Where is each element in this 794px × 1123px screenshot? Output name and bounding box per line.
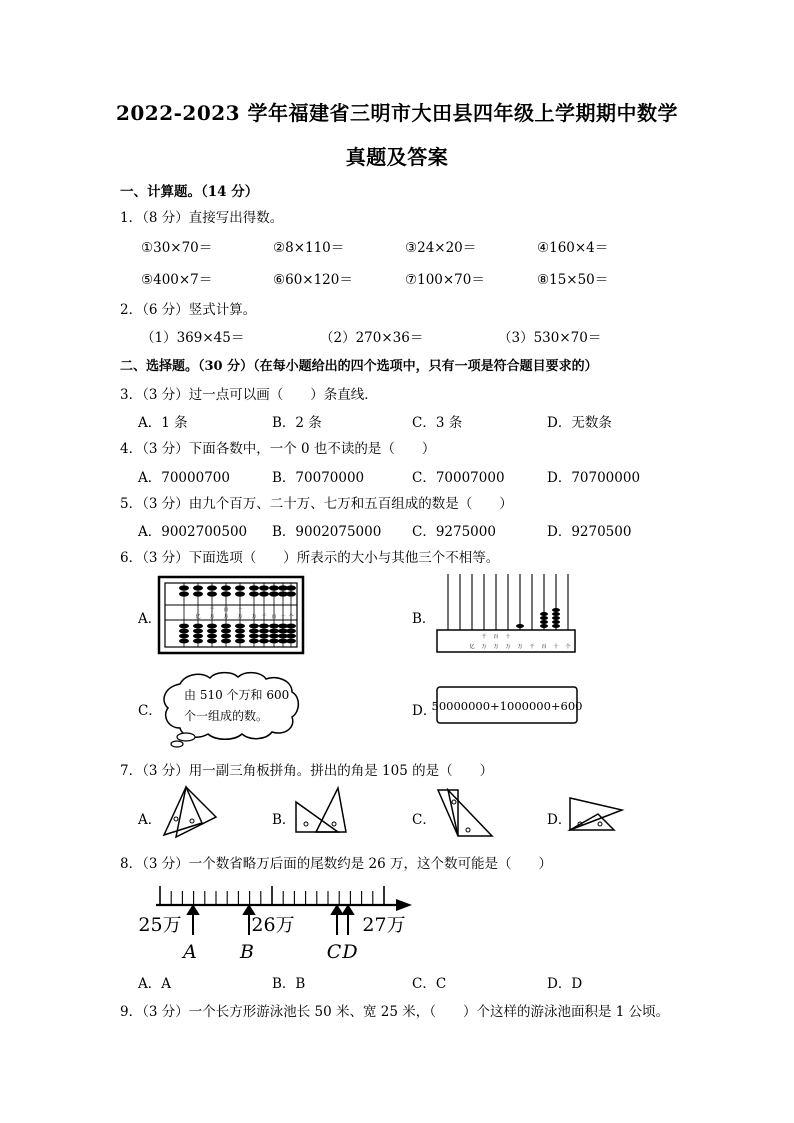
abacus-bead xyxy=(259,624,269,629)
question-8-stem: 8．（3 分）一个数省略万后面的尾数约是 26 万，这个数可能是（ ） xyxy=(120,856,552,872)
abacus-bead xyxy=(286,585,296,590)
abacus-bead xyxy=(286,639,296,644)
q5-option: C．9275000 xyxy=(412,524,496,540)
abacus-bead xyxy=(193,639,203,644)
q5-option: D．9270500 xyxy=(547,524,632,540)
abacus-bead xyxy=(249,624,259,629)
counter-place-label: 千 xyxy=(481,634,487,640)
set-square-figure-c xyxy=(434,788,494,840)
q7-label-c: C． xyxy=(412,812,436,828)
abacus-bead xyxy=(269,634,279,639)
abacus-bead xyxy=(235,585,245,590)
counter-bead xyxy=(552,620,560,624)
abacus-bead xyxy=(207,629,217,634)
arrow-label-a: A xyxy=(183,941,197,963)
arrow-label-d: D xyxy=(342,941,358,963)
abacus-bead xyxy=(221,629,231,634)
counter-bead xyxy=(552,608,560,612)
abacus-bead xyxy=(259,629,269,634)
abacus-bead xyxy=(179,639,189,644)
abacus-bead xyxy=(193,634,203,639)
abacus-bead xyxy=(286,629,296,634)
abacus-bead xyxy=(259,585,269,590)
question-2-stem: 2．（6 分）竖式计算。 xyxy=(120,302,257,318)
q4-option: A．70000700 xyxy=(138,470,230,486)
q1-item: ①30×70＝ xyxy=(141,240,213,256)
q3-option: B．2 条 xyxy=(272,415,322,431)
abacus-place-label: 十 xyxy=(237,607,243,613)
set-square-figure-a xyxy=(158,785,218,847)
q1-item: ⑧15×50＝ xyxy=(537,272,609,288)
q7-label-d: D． xyxy=(547,812,572,828)
arrow-label-b: B xyxy=(240,941,254,963)
abacus-bead xyxy=(193,629,203,634)
set-square-figure-d xyxy=(568,796,624,836)
abacus-place-label: 个 xyxy=(288,614,294,620)
counter-place-label: 个 xyxy=(565,644,571,650)
abacus-bead xyxy=(259,591,269,596)
number-line-figure xyxy=(138,878,418,962)
abacus-place-label: 千 xyxy=(261,614,267,620)
counter-place-label: 百 xyxy=(493,634,499,640)
abacus-bead xyxy=(179,629,189,634)
counter-bead xyxy=(540,616,548,620)
abacus-bead xyxy=(259,639,269,644)
counter-place-label: 万 xyxy=(481,644,487,650)
q8-option: C．C xyxy=(412,976,447,992)
counter-bead xyxy=(540,620,548,624)
abacus-bead xyxy=(235,634,245,639)
abacus-bead xyxy=(193,624,203,629)
counter-place-label: 亿 xyxy=(469,644,475,650)
question-1-stem: 1．（8 分）直接写出得数。 xyxy=(120,210,284,226)
abacus-bead xyxy=(249,591,259,596)
q4-option: D．70700000 xyxy=(547,470,641,486)
abacus-bead xyxy=(269,629,279,634)
abacus-bead xyxy=(286,624,296,629)
q5-option: B．9002075000 xyxy=(272,524,382,540)
abacus-bead xyxy=(221,639,231,644)
q6-label-b: B． xyxy=(412,611,436,627)
q7-label-a: A． xyxy=(138,812,162,828)
abacus-bead xyxy=(269,639,279,644)
abacus-bead xyxy=(269,591,279,596)
abacus-place-label: 百 xyxy=(271,614,277,620)
q4-option: C．70007000 xyxy=(412,470,505,486)
abacus-bead xyxy=(207,591,217,596)
abacus-bead xyxy=(249,639,259,644)
counter-place-label: 万 xyxy=(505,644,511,650)
counter-bead xyxy=(552,624,560,628)
q2-item: （2）270×36＝ xyxy=(320,330,424,346)
axis-label-25: 25万 xyxy=(138,914,182,936)
abacus-bead xyxy=(221,585,231,590)
question-3-stem: 3．（3 分）过一点可以画（ ）条直线． xyxy=(120,387,378,403)
abacus-bead xyxy=(235,591,245,596)
counter-place-label: 十 xyxy=(553,644,559,650)
q5-option: A．9002700500 xyxy=(138,524,248,540)
abacus-place-label: 万 xyxy=(223,614,229,620)
abacus-figure xyxy=(158,576,304,654)
abacus-place-label: 万 xyxy=(209,614,215,620)
abacus-bead xyxy=(207,624,217,629)
counter-bead xyxy=(540,612,548,616)
expression-text: 50000000+1000000+600 xyxy=(431,699,583,713)
axis-label-27: 27万 xyxy=(362,914,406,936)
counter-place-label: 百 xyxy=(541,644,547,650)
abacus-bead xyxy=(207,585,217,590)
counter-bead xyxy=(552,612,560,616)
counter-place-label: 千 xyxy=(529,644,535,650)
abacus-place-label: 万 xyxy=(251,614,257,620)
q8-option: B．B xyxy=(272,976,306,992)
question-7-stem: 7．（3 分）用一副三角板拼角。拼出的角是 105 的是（ ） xyxy=(120,763,494,779)
abacus-bead xyxy=(179,624,189,629)
abacus-bead xyxy=(269,624,279,629)
q1-item: ⑤400×7＝ xyxy=(141,272,213,288)
abacus-bead xyxy=(286,634,296,639)
abacus-place-label: 千 xyxy=(209,607,215,613)
q8-option: A．A xyxy=(138,976,171,992)
set-square-figure-b xyxy=(294,786,350,836)
q6-label-c: C． xyxy=(138,703,162,719)
question-4-stem: 4．（3 分）下面各数中，一个 0 也不读的是（ ） xyxy=(120,441,436,457)
section-1-heading: 一、计算题。（14 分） xyxy=(120,184,259,200)
abacus-place-label: 百 xyxy=(223,607,229,613)
q6-label-d: D． xyxy=(412,703,437,719)
thought-cloud-figure xyxy=(158,670,302,748)
abacus-place-label: 万 xyxy=(237,614,243,620)
abacus-place-label: 十 xyxy=(280,614,286,620)
arrow-label-c: C xyxy=(326,941,342,963)
q1-item: ④160×4＝ xyxy=(537,240,609,256)
counter-place-label: 十 xyxy=(505,634,511,640)
abacus-bead xyxy=(207,639,217,644)
q7-label-b: B． xyxy=(272,812,296,828)
q3-option: C．3 条 xyxy=(412,415,463,431)
abacus-bead xyxy=(221,624,231,629)
abacus-bead xyxy=(221,634,231,639)
abacus-bead xyxy=(193,591,203,596)
expression-box-figure xyxy=(431,686,583,724)
counter-bead xyxy=(516,624,524,628)
counter-place-label: 万 xyxy=(493,644,499,650)
abacus-bead xyxy=(179,591,189,596)
abacus-bead xyxy=(249,585,259,590)
abacus-bead xyxy=(269,585,279,590)
q6-label-a: A． xyxy=(138,611,162,627)
q1-item: ⑦100×70＝ xyxy=(405,272,485,288)
page-title-line-2: 真题及答案 xyxy=(345,145,449,169)
abacus-bead xyxy=(235,624,245,629)
abacus-bead xyxy=(286,591,296,596)
q1-item: ③24×20＝ xyxy=(405,240,477,256)
q3-option: D．无数条 xyxy=(547,415,612,431)
axis-label-26: 26万 xyxy=(251,914,295,936)
abacus-bead xyxy=(249,629,259,634)
q1-item: ②8×110＝ xyxy=(273,240,345,256)
question-5-stem: 5．（3 分）由九个百万、二十万、七万和五百组成的数是（ ） xyxy=(120,496,513,512)
q8-option: D．D xyxy=(547,976,583,992)
abacus-bead xyxy=(179,634,189,639)
q3-option: A．1 条 xyxy=(138,415,188,431)
counter-place-label: 万 xyxy=(517,644,523,650)
q4-option: B．70070000 xyxy=(272,470,365,486)
counter-bead xyxy=(552,616,560,620)
abacus-bead xyxy=(179,585,189,590)
q2-item: （1）369×45＝ xyxy=(141,330,245,346)
abacus-bead xyxy=(207,634,217,639)
question-6-stem: 6．（3 分）下面选项（ ）所表示的大小与其他三个不相等。 xyxy=(120,550,500,566)
cloud-text-line-1: 由 510 个万和 600 xyxy=(184,688,290,702)
question-9-stem: 9．（3 分）一个长方形游泳池长 50 米、宽 25 米，（ ）个这样的游泳池面积是 1 公顷。 xyxy=(120,1004,670,1020)
q1-item: ⑥60×120＝ xyxy=(273,272,353,288)
section-2-heading: 二、选择题。（30 分）（在每小题给出的四个选项中，只有一项是符合题目要求的） xyxy=(120,359,598,374)
abacus-bead xyxy=(221,591,231,596)
abacus-bead xyxy=(193,585,203,590)
abacus-bead xyxy=(249,634,259,639)
page-title-line-1: 2022-2023 学年福建省三明市大田县四年级上学期期中数学 xyxy=(115,101,679,125)
cloud-text-line-2: 个一组成的数。 xyxy=(184,709,269,723)
counting-frame-figure xyxy=(436,572,576,654)
abacus-place-label: 亿 xyxy=(195,614,201,620)
abacus-bead xyxy=(235,629,245,634)
q2-item: （3）530×70＝ xyxy=(498,330,602,346)
counter-bead xyxy=(540,624,548,628)
abacus-bead xyxy=(259,634,269,639)
abacus-bead xyxy=(235,639,245,644)
